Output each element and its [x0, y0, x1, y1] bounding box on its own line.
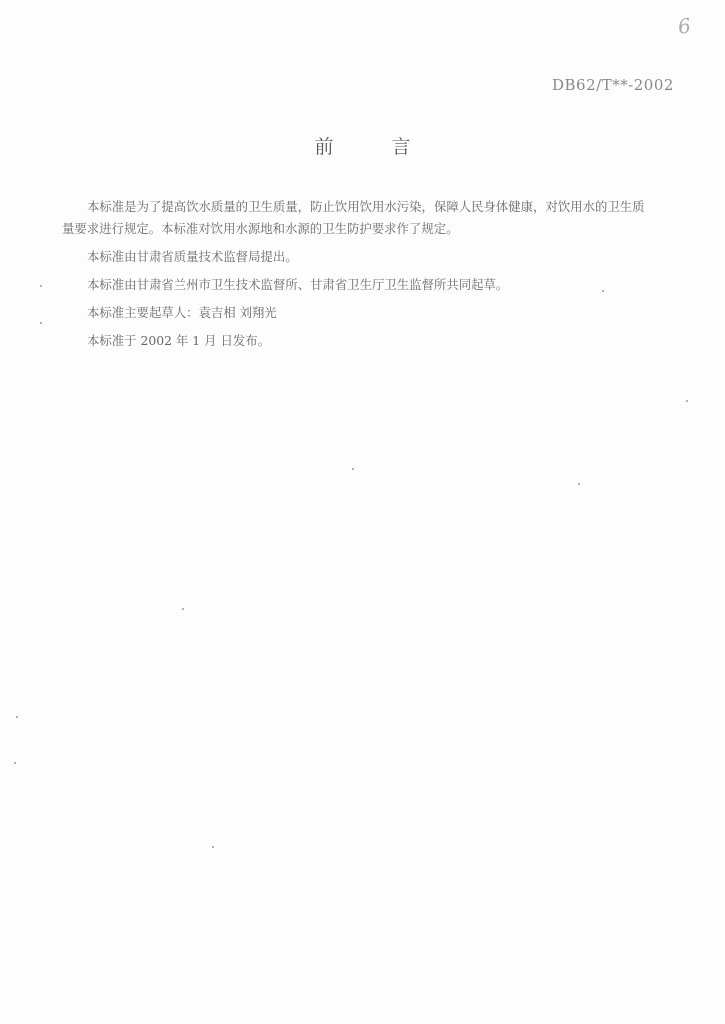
scan-speck: [40, 285, 42, 287]
scan-speck: [40, 322, 42, 324]
scan-speck: [352, 468, 354, 470]
scan-speck: [16, 716, 18, 718]
paragraph-purpose: 本标准是为了提高饮水质量的卫生质量，防止饮用饮用水污染，保障人民身体健康，对饮用水的卫生质量要求进行规定。本标准对饮用水源地和水源的卫生防护要求作了规定。: [62, 199, 645, 236]
scan-speck: [686, 400, 688, 402]
scan-speck: [578, 483, 580, 485]
paragraph-proposer: 本标准由甘肃省质量技术监督局提出。: [87, 249, 298, 264]
scan-speck: [182, 608, 184, 610]
standard-code: DB62/T**-2002: [552, 76, 674, 94]
scan-speck: [602, 290, 604, 292]
paragraph-release-date: 本标准于 2002 年 1 月 日发布。: [87, 333, 271, 348]
scan-speck: [212, 846, 214, 848]
paragraph-drafting-units: 本标准由甘肃省兰州市卫生技术监督所、甘肃省卫生厅卫生监督所共同起草。: [87, 277, 509, 292]
paragraph-drafters: 本标准主要起草人：袁吉相 刘翔光: [87, 305, 277, 320]
foreword-body: [62, 196, 647, 358]
scan-speck: [14, 762, 16, 764]
page-number-mark: 6: [676, 13, 693, 39]
section-title: 前 言: [314, 136, 437, 158]
